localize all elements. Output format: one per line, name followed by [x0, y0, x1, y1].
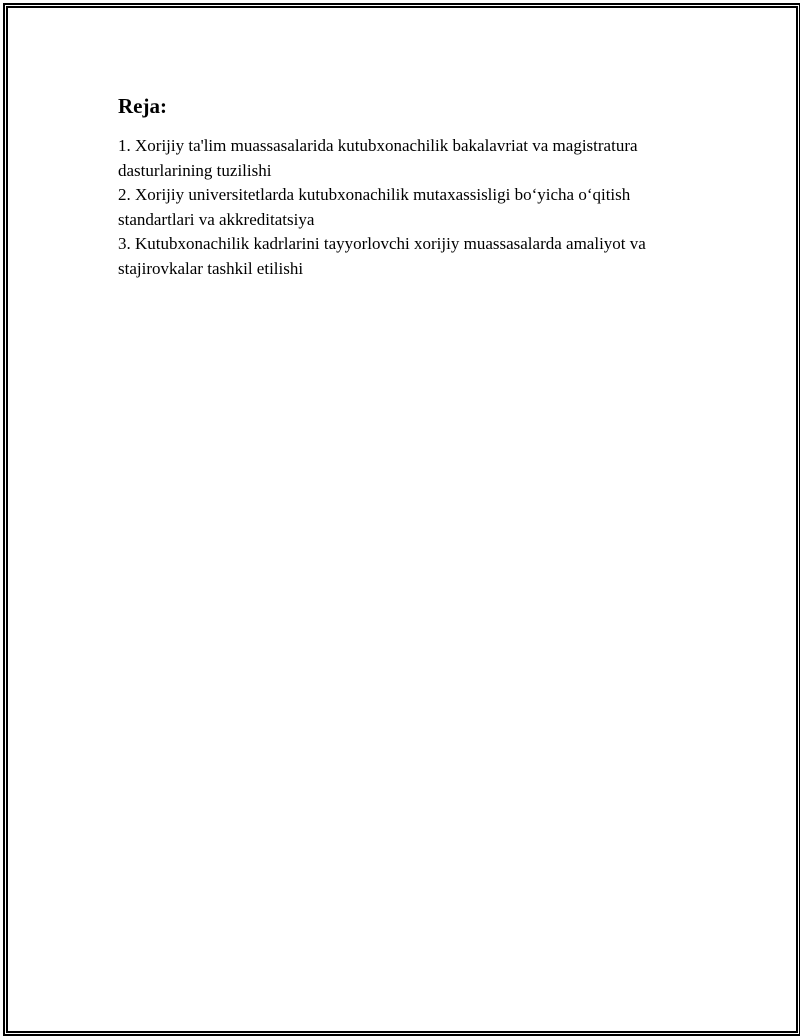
- plan-item-3: 3. Kutubxonachilik kadrlarini tayyorlovchi xorijiy muassasalarda amaliyot va stajirovkalar tashkil etilishi: [118, 234, 646, 278]
- plan-heading: Reja:: [118, 94, 167, 118]
- plan-list: [118, 134, 698, 281]
- document-body: [118, 93, 698, 281]
- plan-item-1: 1. Xorijiy ta'lim muassasalarida kutubxonachilik bakalavriat va magistratura dasturlarining tuzilishi: [118, 136, 638, 180]
- plan-item-2: 2. Xorijiy universitetlarda kutubxonachilik mutaxassisligi bo‘yicha o‘qitish standartlari va akkreditatsiya: [118, 185, 631, 229]
